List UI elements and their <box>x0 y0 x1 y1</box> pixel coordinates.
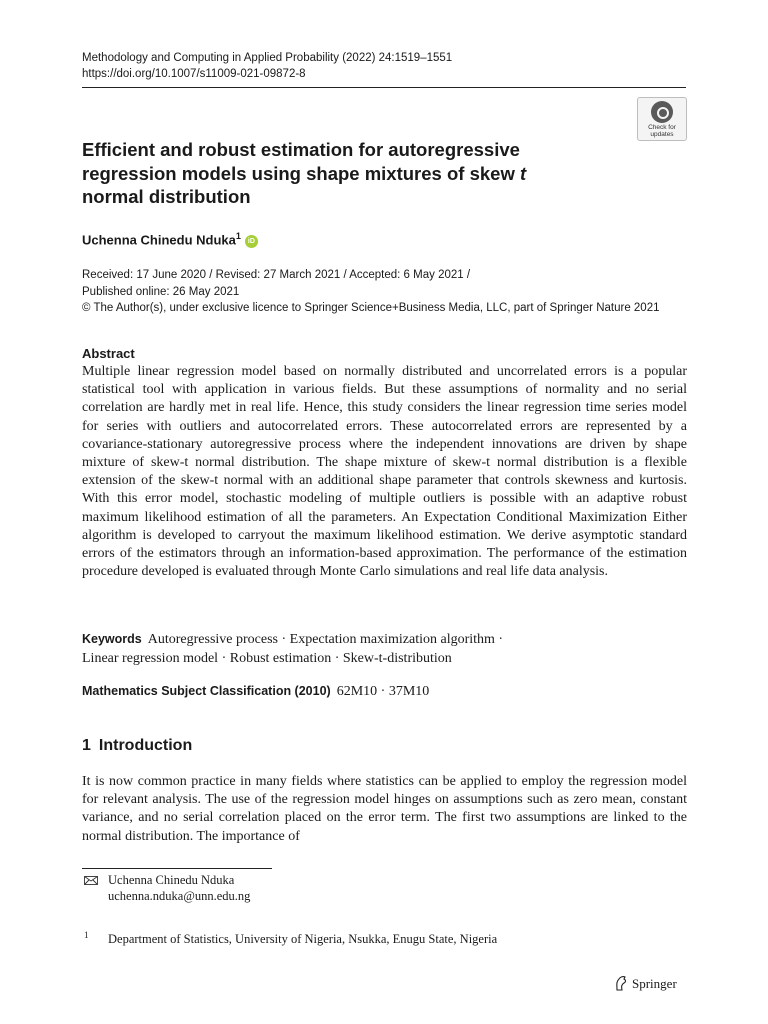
affiliation: Department of Statistics, University of Nigeria, Nsukka, Enugu State, Nigeria <box>108 932 498 946</box>
msc-label: Mathematics Subject Classification (2010) <box>82 684 331 698</box>
introduction-text: It is now common practice in many fields where statistics can be applied to employ the regression model for relevant analysis. The use of the regression model hinges on assumptions such as zero mean, constant variance, and no serial correlation placed on the error term. The first two assumptions are linked to the normal distribution. The importance of <box>82 774 687 844</box>
abstract-heading: Abstract <box>82 346 135 361</box>
check-for-updates-button[interactable] <box>637 97 687 141</box>
footnote-mark: 1 <box>84 930 89 940</box>
journal-citation: Methodology and Computing in Applied Probability (2022) 24:1519–1551 <box>82 52 453 64</box>
author-name[interactable]: Uchenna Chinedu Nduka <box>82 232 236 248</box>
publisher-logo: Springer <box>614 975 677 992</box>
publication-dates: Received: 17 June 2020 / Revised: 27 March 2021 / Accepted: 6 May 2021 / Published online: 26 May 2021 © The Author(s), under exclusive licence to Springer Science+Business Media, LLC, part of Springer Nature 2021 <box>82 269 660 314</box>
corresponding-author: Uchenna Chinedu Nduka uchenna.nduka@unn.edu.ng <box>108 873 251 903</box>
author-email[interactable]: uchenna.nduka@unn.edu.ng <box>108 889 251 903</box>
abstract-text: Multiple linear regression model based on normally distributed and uncorrelated errors is a popular statistical tool with application in various fields. But these assumptions of normality and no serial correlation are hardly met in real life. Hence, this study considers the linear regression time series model for series with outliers and autocorrelated errors. These autocorrelated errors are represented by a covariance-stationary autoregressive process where the independent innovations are driven by shape mixture of skew-t normal distribution. The shape mixture of skew-t normal distribution is a flexible extension of the skew-t normal with an additional shape parameter that controls skewness and kurtosis. With this error model, stochastic modeling of multiple outliers is possible with an adaptive robust maximum likelihood estimation of all the parameters. An Expectation Conditional Maximization Either algorithm is developed to carryout the maximum likelihood estimation. We derive asymptotic standard errors of the estimators through an information-based approximation. The performance of the estimation procedure developed is evaluated through Monte Carlo simulations and real life data analysis. <box>82 364 687 580</box>
msc-value: 62M10 · 37M10 <box>336 684 430 699</box>
header-rule <box>82 87 686 88</box>
author-line <box>82 231 258 248</box>
orcid-icon[interactable]: iD <box>245 235 258 248</box>
author-affiliation-mark: 1 <box>235 231 241 241</box>
check-updates-label: Check for updates <box>648 124 676 138</box>
springer-horse-icon <box>614 975 628 991</box>
keywords-label: Keywords <box>82 632 142 646</box>
doi-link[interactable]: https://doi.org/10.1007/s11009-021-09872-8 <box>82 68 306 80</box>
check-updates-icon <box>651 101 673 123</box>
section-heading: 1 Introduction <box>82 737 193 754</box>
paper-title: Efficient and robust estimation for autoregressive regression models using shape mixtures of skew t normal distribution <box>82 139 527 207</box>
footnote-rule <box>82 868 272 869</box>
envelope-icon <box>84 876 98 885</box>
journal-header <box>82 50 452 82</box>
keywords: Keywords Autoregressive process · Expectation maximization algorithm · Linear regression model · Robust estimation · Skew-t-distribution <box>82 632 504 666</box>
msc-classification <box>82 684 429 700</box>
